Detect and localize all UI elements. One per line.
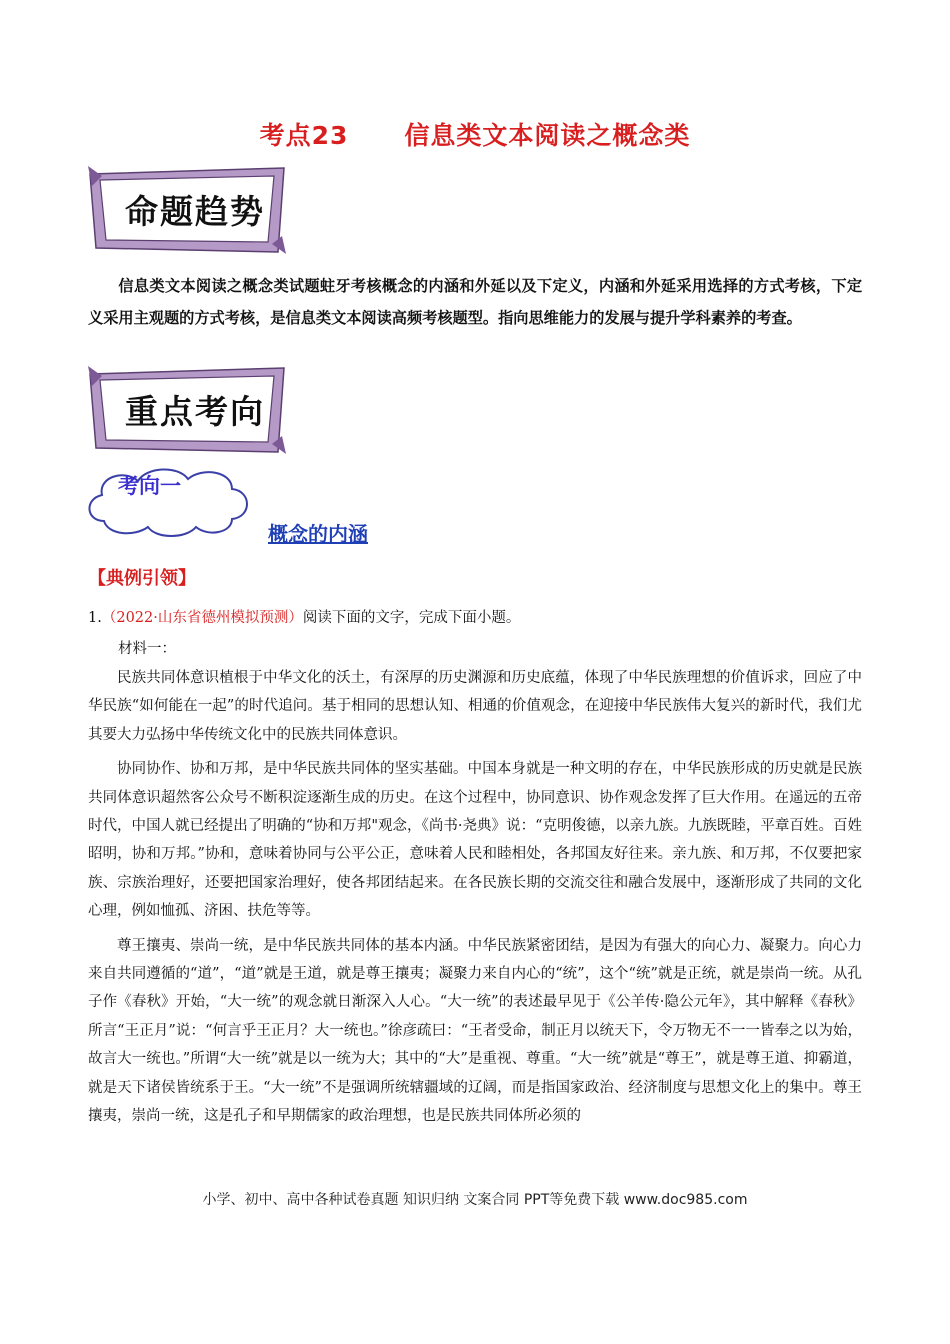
banner-trend (88, 166, 288, 256)
title-text: 信息类文本阅读之概念类 (404, 121, 691, 150)
paragraph-1: 民族共同体意识植根于中华文化的沃土，有深厚的历史渊源和历史底蕴，体现了中华民族理想的价值诉求，回应了中华民族“如何能在一起”的时代追问。基于相同的思想认知、相通的价值观念，在迎接中华民族伟大复兴的新时代，我们尤其要大力弘扬中华传统文化中的民族共同体意识。 (88, 670, 862, 743)
page-footer: 小学、初中、高中各种试卷真题 知识归纳 文案合同 PPT等免费下载 www.doc985.com (202, 1192, 748, 1208)
intro-paragraph: 信息类文本阅读之概念类试题蛀牙考核概念的内涵和外延以及下定义，内涵和外延采用选择的方式考核，下定义采用主观题的方式考核，是信息类文本阅读高频考核题型。指向思维能力的发展与提升学科素养的考查。 (88, 277, 862, 327)
banner-trend-label: 命题趋势 (125, 192, 265, 231)
question-prompt: 阅读下面的文字，完成下面小题。 (302, 610, 521, 626)
material-label: 材料一： (118, 641, 176, 657)
example-heading: 【典例引领】 (88, 568, 196, 589)
question-number: 1. (88, 610, 102, 626)
direction-badge: 考向一 (118, 474, 181, 498)
material-body (88, 664, 862, 1137)
direction-heading[interactable]: 概念的内涵 (268, 522, 368, 546)
banner-focus-label: 重点考向 (125, 392, 265, 431)
paragraph-3: 尊王攘夷、崇尚一统，是中华民族共同体的基本内涵。中华民族紧密团结，是因为有强大的向心力、凝聚力。向心力来自共同遵循的“道”，“道”就是王道，就是尊王攘夷；凝聚力来自内心的“统”，这个“统”就是正统，就是崇尚一统。从孔子作《春秋》开始，“大一统”的观念就日渐深入人心。“大一统”的表述最早见于《公羊传·隐公元年》，其中解释《春秋》所言“王正月”说：“何言乎王正月？大一统也。”徐彦疏曰：“王者受命，制正月以统天下，令万物无不一一皆奉之以为始，故言大一统也。”所谓“大一统”就是以一统为大；其中的“大”是重视、尊重。“大一统”就是“尊王”，就是尊王道、抑霸道，就是天下诸侯皆统系于王。“大一统”不是强调所统辖疆域的辽阔，而是指国家政治、经济制度与思想文化上的集中。尊王攘夷，崇尚一统，这是孔子和早期儒家的政治理想，也是民族共同体所必须的 (88, 937, 862, 1125)
banner-focus (88, 366, 288, 456)
title-code: 考点23 (259, 121, 349, 150)
paragraph-2: 协同协作、协和万邦，是中华民族共同体的坚实基础。中国本身就是一种文明的存在，中华民族形成的历史就是民族共同体意识超然客公众号不断积淀逐渐生成的历史。在这个过程中，协同意识、协作观念发挥了巨大作用。在遥远的五帝时代，中国人就已经提出了明确的“协和万邦"观念，《尚书·尧典》说：“克明俊德，以亲九族。九族既睦，平章百姓。百姓昭明，协和万邦。”协和，意味着协同与公平公正，意味着人民和睦相处，各邦国友好往来。亲九族、和万邦，不仅要把家族、宗族治理好，还要把国家治理好，使各邦团结起来。在各民族长期的交流交往和融合发展中，逐渐形成了共同的文化心理，例如恤孤、济困、扶危等等。 (88, 761, 862, 920)
page-title (0, 116, 950, 152)
question-source: （2022·山东省德州模拟预测） (101, 610, 303, 626)
question-line (88, 606, 520, 630)
